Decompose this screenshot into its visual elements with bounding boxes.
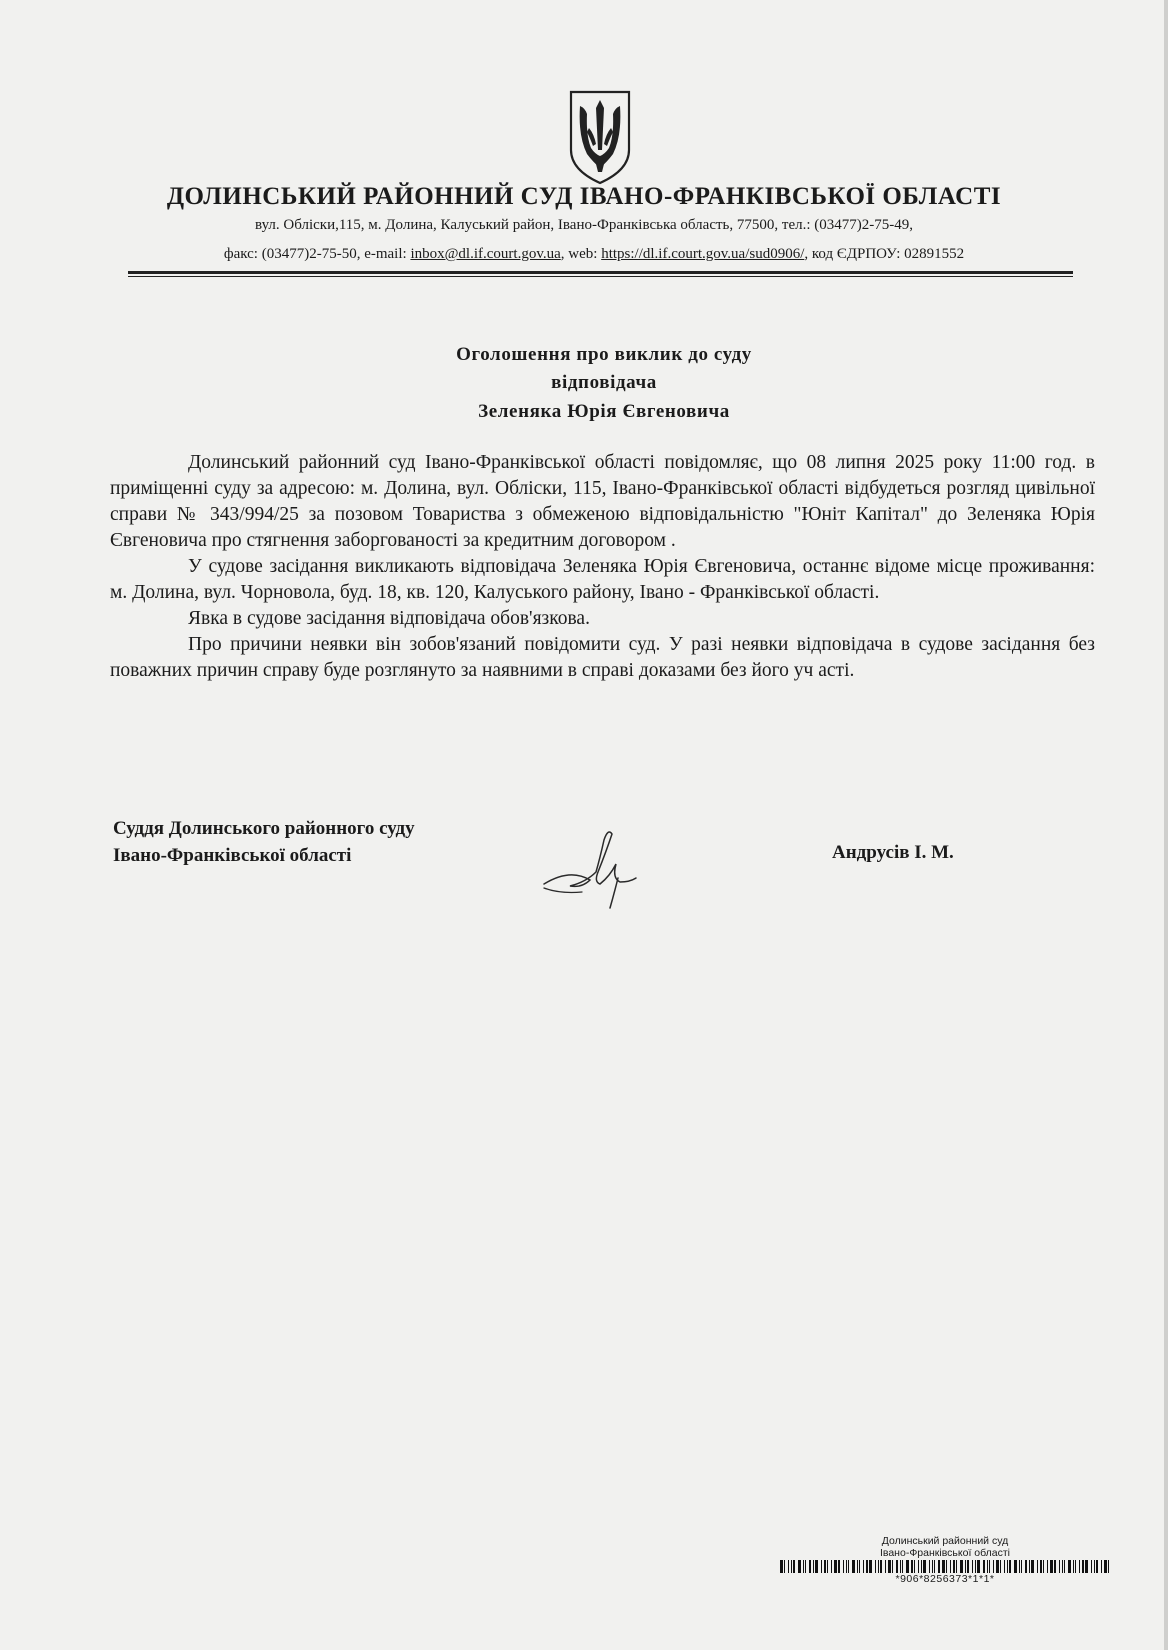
barcode-bar (906, 1560, 909, 1573)
barcode-bar (1014, 1560, 1017, 1573)
barcode-bar (1091, 1560, 1092, 1573)
notice-body (110, 450, 1095, 684)
barcode-bar (848, 1560, 849, 1573)
barcode-bar (843, 1560, 844, 1573)
barcode-bar (896, 1560, 898, 1573)
judge-title (113, 815, 415, 869)
barcode-bar (1031, 1560, 1034, 1573)
handwritten-signature (540, 822, 650, 912)
header-rule-thin (128, 276, 1073, 277)
barcode-bar (827, 1560, 828, 1573)
barcode-bar (878, 1560, 879, 1573)
barcode-bar (977, 1560, 980, 1573)
barcode-bar (938, 1560, 940, 1573)
barcode-bar (914, 1560, 915, 1573)
judge-title-line: Івано-Франківської області (113, 845, 352, 866)
barcode-bar (911, 1560, 913, 1573)
fax-label: факс: (03477)2-75-50, e-mail: (223, 246, 411, 262)
barcode-bar (1104, 1560, 1107, 1573)
barcode-bar (1108, 1560, 1109, 1573)
barcode-bar (996, 1560, 999, 1573)
barcode-bar (780, 1560, 783, 1573)
barcode-bar (1021, 1560, 1022, 1573)
email-link[interactable]: inbox@dl.if.court.gov.ua (410, 246, 561, 262)
barcode-bar (1075, 1560, 1076, 1573)
barcode-bar (1047, 1560, 1048, 1573)
barcode-bar (993, 1560, 994, 1573)
barcode-bar (788, 1560, 789, 1573)
barcode-bar (1068, 1560, 1071, 1573)
barcode-bar (900, 1560, 901, 1573)
barcode-bar (809, 1560, 811, 1573)
paragraph: Про причини неявки він зобов'язаний повідомити суд. У разі неявки відповідача в судове засідання без поважних причин справу буде розглянуто за наявними в справі доказами без його уч асті. (110, 634, 1095, 681)
barcode-bar (852, 1560, 855, 1573)
barcode-bar (950, 1560, 951, 1573)
barcode-bar (813, 1560, 814, 1573)
court-address: вул. Обліски,115, м. Долина, Калуський район, Івано-Франківська область, 77500, тел.: (03477)2-75-49, (255, 217, 913, 233)
barcode-bar (875, 1560, 876, 1573)
judge-title-line: Суддя Долинського районного суду (113, 818, 415, 839)
barcode-bar (921, 1560, 922, 1573)
barcode-bar (967, 1560, 969, 1573)
barcode-bar (987, 1560, 988, 1573)
barcode-bar (960, 1560, 963, 1573)
barcode-bar (1062, 1560, 1063, 1573)
web-link[interactable]: https://dl.if.court.gov.ua/sud0906/ (601, 246, 805, 262)
barcode-bar (1079, 1560, 1080, 1573)
barcode-bar (923, 1560, 926, 1573)
barcode-bar (1040, 1560, 1042, 1573)
barcode-bar (793, 1560, 795, 1573)
barcode-bar (803, 1560, 804, 1573)
barcode-bar (859, 1560, 860, 1573)
barcode-bar (1059, 1560, 1060, 1573)
barcode-bar (1009, 1560, 1011, 1573)
barcode (780, 1560, 1110, 1573)
barcode-bar (888, 1560, 891, 1573)
barcode-bar (1029, 1560, 1030, 1573)
barcode-bar (1007, 1560, 1008, 1573)
barcode-bar (1050, 1560, 1053, 1573)
barcode-bar (929, 1560, 930, 1573)
barcode-bar (1000, 1560, 1001, 1573)
barcode-bar (866, 1560, 868, 1573)
barcode-bar (1096, 1560, 1098, 1573)
barcode-bar (953, 1560, 955, 1573)
barcode-bar (983, 1560, 985, 1573)
notice-title: Оголошення про виклик до суду (456, 344, 752, 365)
barcode-bar (942, 1560, 945, 1573)
barcode-number: *906*8256373*1*1* (895, 1573, 995, 1585)
judge-name: Андрусів І. М. (832, 842, 954, 863)
notice-subtitle: відповідача (551, 372, 657, 393)
paragraph: Долинський районний суд Івано-Франківської області повідомляє, що 08 липня 2025 року 11:00 год. в приміщенні суду за адресою: м. Долина, вул. Обліски, 115, Івано-Франківської області відбудеться розгляд цивільної справи № 343/994/25 за позовом Товариства з обмеженою відповідальністю "Юніт Капітал" до Зеленяка Юрія Євгеновича про стягнення заборгованості за кредитним договором . (110, 452, 1095, 551)
barcode-bar (1054, 1560, 1056, 1573)
paragraph: Явка в судове засідання відповідача обов'язкова. (188, 608, 590, 629)
barcode-bar (869, 1560, 872, 1573)
barcode-bar (1037, 1560, 1038, 1573)
barcode-bar (815, 1560, 818, 1573)
barcode-bar (880, 1560, 882, 1573)
barcode-bar (918, 1560, 919, 1573)
barcode-bar (824, 1560, 826, 1573)
barcode-bar (1101, 1560, 1102, 1573)
barcode-bar (885, 1560, 886, 1573)
stamp-court-name: Долинський районний суд (881, 1535, 1009, 1547)
barcode-bar (831, 1560, 832, 1573)
barcode-bar (972, 1560, 973, 1573)
barcode-bar (857, 1560, 858, 1573)
barcode-bar (798, 1560, 801, 1573)
web-label: , web: (560, 246, 602, 262)
registration-stamp (780, 1535, 1110, 1585)
barcode-bar (846, 1560, 847, 1573)
barcode-bar (821, 1560, 822, 1573)
barcode-bar (1004, 1560, 1005, 1573)
barcode-bar (1085, 1560, 1088, 1573)
barcode-bar (902, 1560, 903, 1573)
barcode-bar (975, 1560, 976, 1573)
barcode-bar (863, 1560, 864, 1573)
barcode-bar (1073, 1560, 1074, 1573)
barcode-bar (791, 1560, 792, 1573)
barcode-bar (989, 1560, 990, 1573)
barcode-bar (1082, 1560, 1084, 1573)
barcode-bar (946, 1560, 947, 1573)
barcode-bar (1043, 1560, 1044, 1573)
barcode-bar (784, 1560, 785, 1573)
barcode-bar (965, 1560, 966, 1573)
barcode-bar (1064, 1560, 1065, 1573)
barcode-bar (834, 1560, 837, 1573)
barcode-bar (805, 1560, 806, 1573)
defendant-name: Зеленяка Юрія Євгеновича (478, 401, 730, 422)
barcode-bar (1094, 1560, 1095, 1573)
stamp-region: Івано-Франківської області (879, 1547, 1011, 1559)
court-name: ДОЛИНСЬКИЙ РАЙОННИЙ СУД ІВАНО-ФРАНКІВСЬКОЇ ОБЛАСТІ (166, 183, 1002, 210)
paragraph: У судове засідання викликають відповідача Зеленяка Юрія Євгеновича, останнє відоме місце проживання: м. Долина, вул. Чорновола, буд. 18, кв. 120, Калуського району, Івано - Франківської області. (110, 556, 1095, 603)
barcode-bar (1019, 1560, 1020, 1573)
header-rule-thick (128, 271, 1073, 274)
barcode-bar (932, 1560, 933, 1573)
edrpou-code: , код ЄДРПОУ: 02891552 (804, 246, 965, 262)
barcode-bar (934, 1560, 935, 1573)
barcode-bar (838, 1560, 840, 1573)
trident-coat-of-arms-icon (567, 88, 633, 186)
barcode-bar (892, 1560, 893, 1573)
barcode-bar (1025, 1560, 1027, 1573)
court-contacts (10, 246, 1168, 263)
barcode-bar (956, 1560, 957, 1573)
